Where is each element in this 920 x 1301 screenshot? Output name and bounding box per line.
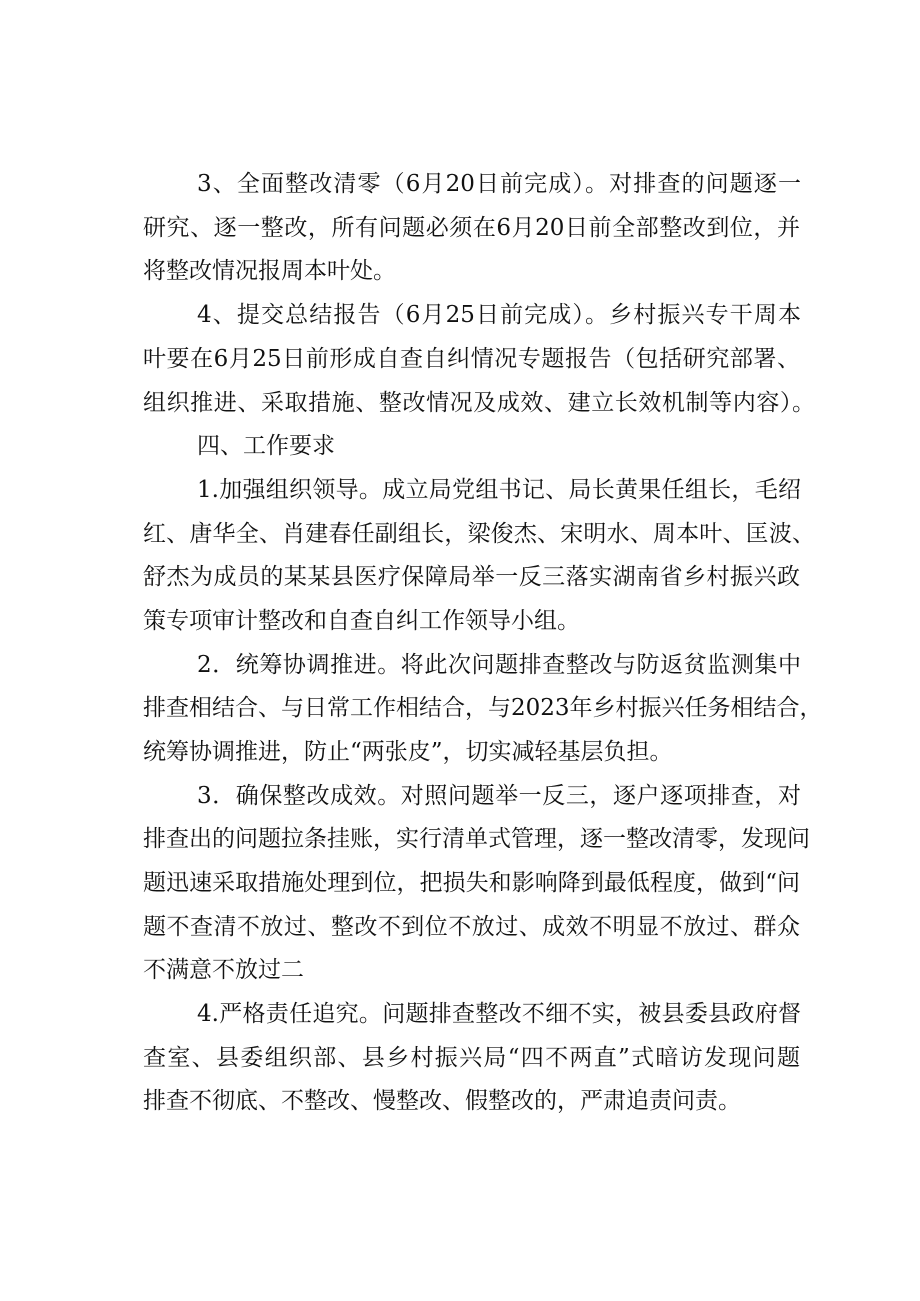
paragraph-2-line-1: 4、提交总结报告（6月25日前完成）。乡村振兴专干周本 [197, 302, 801, 328]
paragraph-4-line-2: 排查相结合、与日常工作相结合，与2023年乡村振兴任务相结合， [143, 695, 823, 721]
paragraph-5-line-2: 排查出的问题拉条挂账，实行清单式管理，逐一整改清零，发现问 [143, 826, 810, 852]
paragraph-3-line-4: 策专项审计整改和自查自纠工作领导小组。 [143, 608, 580, 634]
paragraph-3-line-3: 舒杰为成员的某某县医疗保障局举一反三落实湖南省乡村振兴政 [143, 564, 800, 590]
paragraph-5-line-5: 不满意不放过二 [143, 957, 304, 983]
paragraph-1-line-3: 将整改情况报周本叶处。 [143, 258, 396, 284]
paragraph-5-line-4: 题不查清不放过、整改不到位不放过、成效不明显不放过、群众 [143, 914, 800, 940]
paragraph-6-line-1: 4.严格责任追究。问题排查整改不细不实，被县委县政府督 [197, 1001, 801, 1027]
paragraph-1-line-1: 3、全面整改清零（6月20日前完成）。对排查的问题逐一 [197, 171, 801, 197]
paragraph-5-line-1: 3．确保整改成效。对照问题举一反三，逐户逐项排查，对 [197, 783, 801, 809]
paragraph-2-line-2: 叶要在6月25日前形成自查自纠情况专题报告（包括研究部署、 [143, 346, 800, 372]
paragraph-4-line-3: 统筹协调推进，防止“两张皮”，切实减轻基层负担。 [143, 739, 673, 765]
paragraph-6-line-2: 查室、县委组织部、县乡村振兴局“四不两直”式暗访发现问题 [143, 1045, 800, 1071]
paragraph-3-line-2: 红、唐华全、肖建春任副组长，梁俊杰、宋明水、周本叶、匡波、 [143, 521, 815, 547]
paragraph-4-line-1: 2．统筹协调推进。将此次问题排查整改与防返贫监测集中 [197, 652, 801, 678]
paragraph-2-line-3: 组织推进、采取措施、整改情况及成效、建立长效机制等内容）。 [143, 390, 815, 416]
paragraph-3-line-1: 1.加强组织领导。成立局党组书记、局长黄果任组长，毛绍 [197, 477, 801, 503]
paragraph-5-line-3: 题迅速采取措施处理到位，把损失和影响降到最低程度，做到“问 [143, 870, 800, 896]
paragraph-6-line-3: 排查不彻底、不整改、慢整改、假整改的，严肃追责问责。 [143, 1088, 741, 1114]
section-heading: 四、工作要求 [197, 433, 335, 459]
paragraph-1-line-2: 研究、逐一整改，所有问题必须在6月20日前全部整改到位，并 [143, 215, 800, 241]
